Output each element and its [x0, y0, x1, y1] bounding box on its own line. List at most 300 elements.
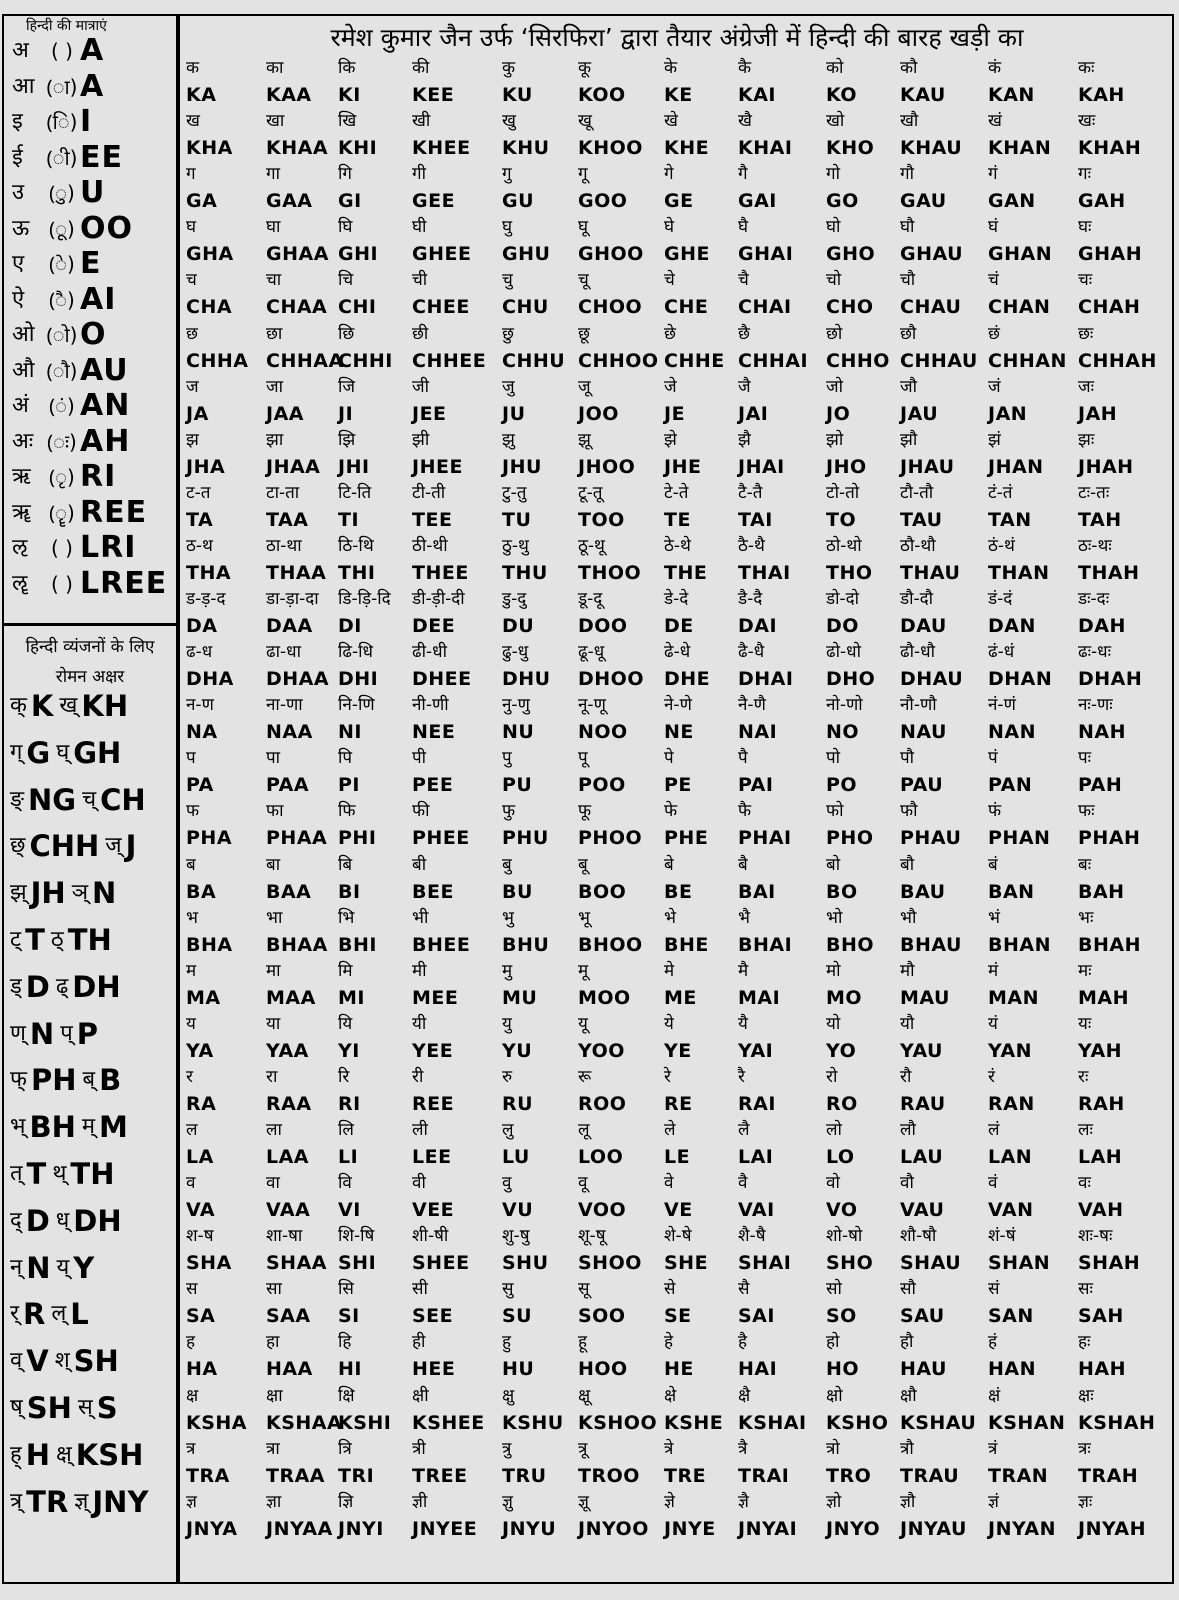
cell-devanagari: ठू-थू: [578, 535, 605, 556]
matra-sign: (ू): [49, 216, 75, 241]
table-cell: [986, 268, 1070, 321]
cell-devanagari: च: [186, 270, 197, 291]
cell-roman: JHAI: [738, 455, 785, 478]
table-cell: [576, 1224, 660, 1277]
table-cell: [184, 587, 268, 640]
table-cell: [824, 746, 908, 799]
cell-roman: VU: [502, 1199, 534, 1222]
table-cell: [576, 109, 660, 162]
table-cell: [1076, 322, 1160, 375]
cell-roman: VE: [664, 1199, 693, 1222]
cell-devanagari: फा: [266, 801, 284, 822]
matra-roman: EE: [80, 139, 123, 175]
cell-roman: LAN: [988, 1146, 1033, 1168]
cell-devanagari: ढौ-धौ: [900, 642, 935, 663]
cell-roman: SOO: [578, 1305, 626, 1328]
cell-devanagari: गी: [412, 164, 426, 185]
table-cell: [662, 693, 746, 746]
consonant-devanagari: ग्: [10, 739, 23, 765]
matra-roman: RI: [80, 459, 117, 494]
cell-devanagari: टः-तः: [1078, 482, 1110, 503]
consonant-devanagari: र्: [10, 1301, 19, 1327]
consonant-roman: Y: [73, 1250, 95, 1285]
cell-roman: SAI: [738, 1305, 775, 1328]
cell-devanagari: सा: [266, 1279, 282, 1300]
cell-roman: LE: [664, 1146, 691, 1168]
cell-devanagari: पी: [412, 748, 427, 769]
table-cell: [662, 1330, 746, 1383]
table-cell: [576, 640, 660, 693]
table-cell: [576, 1012, 660, 1065]
consonant-row: [10, 1339, 178, 1383]
table-row: [184, 1277, 1170, 1330]
table-cell: [662, 1171, 746, 1224]
cell-devanagari: भु: [502, 907, 514, 928]
table-cell: [898, 428, 982, 481]
cell-roman: DHU: [502, 668, 551, 691]
cell-roman: NAI: [738, 721, 778, 744]
cell-devanagari: क: [186, 58, 200, 78]
table-cell: [336, 746, 420, 799]
matra-row: [12, 212, 180, 246]
cell-devanagari: ठु-थु: [502, 535, 529, 556]
cell-roman: TOO: [578, 508, 625, 531]
cell-devanagari: टा-ता: [266, 482, 300, 503]
cell-devanagari: चे: [664, 270, 675, 291]
cell-devanagari: फु: [502, 801, 516, 822]
cell-devanagari: टं-तं: [988, 482, 1013, 503]
cell-roman: KHE: [664, 137, 710, 160]
cell-roman: DU: [502, 615, 535, 637]
cell-devanagari: भे: [664, 907, 676, 928]
cell-devanagari: य: [186, 1013, 196, 1034]
cell-devanagari: सः: [1078, 1279, 1093, 1300]
cell-devanagari: म: [186, 960, 197, 981]
cell-devanagari: वे: [664, 1173, 674, 1194]
cell-devanagari: गु: [502, 164, 512, 185]
cell-roman: YE: [664, 1039, 692, 1062]
cell-devanagari: की: [412, 58, 430, 78]
table-cell: [736, 1437, 820, 1490]
cell-roman: GHEE: [412, 243, 472, 266]
table-cell: [576, 853, 660, 906]
consonant-row: [10, 1433, 178, 1477]
cell-devanagari: रै: [738, 1066, 745, 1087]
cell-devanagari: या: [266, 1013, 281, 1034]
table-cell: [824, 481, 908, 534]
cell-devanagari: है: [738, 1332, 748, 1353]
cell-roman: CHHAN: [988, 349, 1067, 372]
cell-devanagari: छै: [738, 323, 750, 344]
table-cell: [576, 906, 660, 959]
cell-roman: LA: [186, 1146, 214, 1168]
matra-roman: AI: [80, 281, 117, 317]
cell-roman: JO: [826, 402, 851, 425]
cell-roman: RU: [502, 1092, 534, 1115]
cell-roman: LAI: [738, 1146, 774, 1168]
cell-devanagari: झू: [578, 429, 591, 450]
cell-roman: KSHA: [186, 1411, 248, 1434]
table-cell: [986, 1384, 1070, 1437]
cell-devanagari: खः: [1078, 111, 1096, 132]
cell-devanagari: शो-षो: [826, 1226, 863, 1247]
cell-devanagari: यै: [738, 1013, 748, 1034]
cell-devanagari: डै-दै: [738, 589, 763, 609]
table-cell: [662, 1118, 746, 1171]
cell-devanagari: ज्ञू: [578, 1491, 589, 1512]
table-cell: [986, 534, 1070, 587]
cell-roman: CHO: [826, 296, 874, 319]
table-cell: [662, 1490, 746, 1543]
table-cell: [736, 959, 820, 1012]
table-cell: [986, 853, 1070, 906]
table-cell: [824, 322, 908, 375]
table-cell: [662, 1384, 746, 1437]
cell-devanagari: ठः-थः: [1078, 535, 1112, 556]
table-cell: [1076, 1012, 1160, 1065]
cell-devanagari: त्रू: [578, 1438, 588, 1459]
matra-vowel: ॡ: [12, 570, 28, 596]
cell-roman: BAI: [738, 880, 776, 903]
cell-devanagari: यू: [578, 1013, 588, 1034]
matra-row: [12, 567, 180, 601]
consonant-devanagari: ब्: [82, 1067, 96, 1093]
cell-devanagari: ला: [266, 1120, 282, 1140]
cell-roman: BU: [502, 880, 533, 903]
cell-roman: SHO: [826, 1252, 874, 1275]
cell-devanagari: ढः-धः: [1078, 642, 1112, 663]
table-row: [184, 215, 1170, 268]
cell-devanagari: री: [412, 1066, 424, 1087]
matra-roman: U: [80, 175, 106, 210]
cell-roman: SHAN: [988, 1252, 1051, 1275]
cell-devanagari: झो: [826, 429, 844, 450]
cell-devanagari: ह: [186, 1332, 196, 1353]
cell-roman: SAA: [266, 1305, 311, 1328]
cell-roman: PHAN: [988, 827, 1051, 850]
cell-devanagari: खु: [502, 111, 516, 132]
table-cell: [184, 56, 268, 109]
cell-devanagari: ढे-धे: [664, 642, 691, 663]
cell-roman: DA: [186, 615, 218, 637]
cell-devanagari: त्रा: [266, 1438, 280, 1459]
table-cell: [736, 853, 820, 906]
cell-roman: PO: [826, 774, 858, 797]
table-row: [184, 481, 1170, 534]
cell-roman: BHI: [338, 933, 377, 956]
cell-devanagari: ढं-धं: [988, 642, 1015, 663]
cell-roman: BAN: [988, 880, 1035, 903]
table-cell: [184, 959, 268, 1012]
table-cell: [986, 587, 1070, 640]
consonant-row: [10, 918, 178, 962]
table-row: [184, 1330, 1170, 1383]
table-cell: [662, 959, 749, 1012]
cell-roman: KSHAU: [900, 1411, 977, 1434]
cell-devanagari: छू: [578, 323, 590, 344]
table-cell: [898, 906, 982, 959]
cell-devanagari: ज्ञु: [502, 1491, 513, 1512]
cell-devanagari: मू: [578, 960, 589, 981]
cell-roman: HI: [338, 1358, 362, 1381]
table-row: [184, 1384, 1170, 1437]
cell-roman: DHI: [338, 668, 379, 691]
table-cell: [500, 56, 584, 109]
table-cell: [184, 1384, 268, 1437]
cell-roman: CHEE: [412, 296, 470, 319]
table-cell: [986, 322, 1070, 375]
cell-roman: GAI: [738, 190, 777, 213]
cell-roman: THOO: [578, 561, 642, 584]
cell-devanagari: ठौ-थौ: [900, 535, 936, 556]
cell-roman: DHAU: [900, 668, 964, 691]
cell-devanagari: ट-त: [186, 482, 211, 503]
cell-devanagari: छो: [826, 323, 843, 344]
consonant-roman: H: [25, 1437, 50, 1472]
table-cell: [986, 1490, 1070, 1543]
table-cell: [336, 428, 420, 481]
cell-roman: JNYAN: [988, 1517, 1057, 1540]
cell-roman: RAI: [738, 1092, 776, 1115]
table-row: [184, 1224, 1170, 1277]
table-cell: [336, 215, 420, 268]
matra-vowel: ई: [12, 144, 23, 170]
table-cell: [824, 853, 908, 906]
table-cell: [736, 693, 820, 746]
table-cell: [1076, 1171, 1160, 1224]
cell-roman: BOO: [578, 880, 627, 903]
matra-sign: (ौ): [46, 358, 78, 383]
cell-roman: NAA: [266, 721, 313, 744]
table-cell: [898, 1437, 982, 1490]
cell-roman: CHHAA: [266, 349, 344, 372]
cell-devanagari: चा: [266, 270, 282, 291]
cell-roman: KO: [826, 84, 858, 106]
cell-roman: SI: [338, 1305, 360, 1328]
cell-devanagari: चं: [988, 270, 999, 291]
table-cell: [576, 481, 660, 534]
cell-roman: DHOO: [578, 668, 644, 691]
cell-roman: JHAH: [1078, 455, 1134, 478]
table-cell: [1076, 1118, 1160, 1171]
cell-devanagari: यि: [338, 1013, 353, 1034]
table-cell: [1076, 481, 1160, 534]
cell-devanagari: जे: [664, 376, 677, 397]
cell-devanagari: लु: [502, 1120, 514, 1140]
cell-roman: GHI: [338, 243, 379, 266]
cell-devanagari: पु: [502, 748, 512, 769]
table-cell: [898, 1065, 982, 1118]
cell-devanagari: ठ-थ: [186, 535, 213, 556]
consonant-row: [10, 871, 178, 915]
cell-devanagari: ज्ञि: [338, 1491, 354, 1512]
table-cell: [576, 587, 660, 640]
cell-roman: DHAN: [988, 668, 1053, 691]
cell-roman: TRAA: [266, 1464, 325, 1487]
cell-devanagari: फो: [826, 801, 844, 822]
table-cell: [576, 162, 660, 215]
cell-roman: KI: [338, 84, 361, 106]
cell-devanagari: लः: [1078, 1120, 1093, 1140]
cell-devanagari: ले: [664, 1120, 676, 1140]
cell-roman: VA: [186, 1199, 216, 1222]
table-cell: [824, 268, 908, 321]
cell-roman: LU: [502, 1146, 530, 1168]
table-cell: [1076, 587, 1160, 640]
cell-devanagari: त्रः: [1078, 1438, 1091, 1459]
cell-roman: YU: [502, 1039, 533, 1062]
cell-roman: MU: [502, 986, 538, 1009]
cell-roman: VAA: [266, 1199, 311, 1222]
cell-roman: BI: [338, 880, 361, 903]
cell-devanagari: नो-णो: [826, 695, 863, 716]
cell-roman: YA: [186, 1039, 214, 1062]
cell-roman: CHHE: [664, 349, 725, 372]
table-cell: [986, 1330, 1070, 1383]
cell-devanagari: ठं-थं: [988, 535, 1015, 556]
table-cell: [336, 481, 420, 534]
table-cell: [336, 109, 420, 162]
cell-roman: GHAI: [738, 243, 794, 266]
cell-roman: JEE: [412, 402, 447, 425]
cell-devanagari: घो: [826, 217, 841, 238]
table-cell: [336, 56, 420, 109]
cell-roman: NOO: [578, 721, 628, 744]
cell-devanagari: टो-तो: [826, 482, 860, 503]
cell-roman: DHAH: [1078, 668, 1143, 691]
cell-devanagari: घे: [664, 217, 675, 238]
table-cell: [986, 1277, 1070, 1330]
consonant-roman: TH: [67, 923, 112, 957]
table-cell: [662, 215, 749, 268]
matra-row: [12, 176, 180, 210]
cell-roman: LI: [338, 1146, 359, 1168]
table-row: [184, 853, 1170, 906]
table-cell: [1076, 959, 1160, 1012]
consonant-roman: CH: [100, 782, 146, 817]
cell-devanagari: डा-ड़ा-दा: [266, 589, 319, 609]
cell-roman: CHHAH: [1078, 349, 1157, 372]
cell-roman: BHA: [186, 933, 233, 956]
table-cell: [1076, 1224, 1160, 1277]
cell-devanagari: सौ: [900, 1279, 916, 1300]
cell-roman: PHAI: [738, 827, 792, 850]
consonant-roman: K: [30, 689, 54, 723]
cell-devanagari: झ: [186, 429, 199, 450]
table-cell: [736, 162, 820, 215]
cell-roman: JA: [186, 402, 209, 425]
matra-vowel: औ: [12, 357, 35, 383]
table-cell: [986, 959, 1070, 1012]
table-cell: [824, 799, 908, 852]
cell-roman: SAH: [1078, 1305, 1124, 1328]
cell-roman: BAA: [266, 880, 312, 903]
consonant-devanagari: ठ्: [50, 927, 64, 952]
cell-roman: DAA: [266, 615, 313, 637]
cell-devanagari: खा: [266, 111, 285, 132]
cell-roman: GI: [338, 190, 362, 213]
cell-roman: TAU: [900, 508, 943, 531]
table-cell: [824, 906, 908, 959]
matra-row: [12, 354, 180, 388]
cell-roman: JHAA: [266, 455, 321, 478]
consonant-roman: N: [26, 1250, 51, 1285]
consonant-roman: KH: [81, 689, 129, 723]
matra-row: [12, 496, 180, 530]
cell-roman: SAU: [900, 1305, 945, 1328]
consonant-row: [10, 965, 178, 1009]
cell-devanagari: चौ: [900, 270, 916, 291]
consonant-row: [10, 1199, 178, 1243]
cell-devanagari: बी: [412, 854, 427, 875]
table-cell: [410, 906, 494, 959]
cell-devanagari: रे: [664, 1066, 671, 1087]
table-cell: [1076, 1437, 1160, 1490]
cell-devanagari: लै: [738, 1120, 750, 1140]
cell-roman: THI: [338, 561, 376, 584]
matra-sign: (ु): [49, 181, 75, 205]
cell-roman: DE: [664, 615, 694, 637]
consonant-roman: DH: [73, 1203, 122, 1238]
cell-roman: JU: [502, 402, 526, 425]
table-cell: [736, 1224, 820, 1277]
table-cell: [410, 1224, 494, 1277]
consonant-roman: P: [76, 1016, 98, 1051]
cell-devanagari: ढी-धी: [412, 642, 447, 663]
table-cell: [736, 375, 820, 428]
cell-roman: LAU: [900, 1146, 944, 1168]
matra-row: [12, 283, 180, 317]
table-cell: [184, 215, 268, 268]
table-cell: [662, 268, 746, 321]
cell-roman: VO: [826, 1199, 858, 1222]
table-cell: [736, 1171, 820, 1224]
cell-roman: HOO: [578, 1358, 628, 1381]
cell-devanagari: फै: [738, 801, 752, 822]
cell-devanagari: ज: [186, 376, 199, 397]
cell-devanagari: मो: [826, 960, 841, 981]
table-cell: [824, 587, 908, 640]
table-row: [184, 322, 1170, 375]
table-cell: [410, 1384, 494, 1437]
table-cell: [824, 1012, 908, 1065]
cell-devanagari: डी-ड़ी-दी: [412, 589, 465, 609]
cell-devanagari: यौ: [900, 1013, 915, 1034]
cell-devanagari: यः: [1078, 1013, 1092, 1034]
cell-roman: TU: [502, 508, 532, 531]
table-cell: [898, 268, 982, 321]
cell-roman: TRAH: [1078, 1464, 1139, 1487]
table-cell: [736, 534, 820, 587]
cell-devanagari: खू: [578, 111, 592, 132]
table-cell: [336, 587, 420, 640]
cell-roman: PI: [338, 774, 360, 797]
cell-roman: KSHE: [664, 1411, 724, 1434]
cell-roman: YAA: [266, 1039, 309, 1062]
table-cell: [500, 1171, 584, 1224]
cell-roman: KHAI: [738, 137, 793, 160]
cell-devanagari: रः: [1078, 1066, 1089, 1087]
consonant-devanagari: ङ्: [10, 786, 25, 812]
table-cell: [986, 1171, 1070, 1224]
cell-roman: PHAA: [266, 827, 328, 850]
cell-roman: NE: [664, 721, 694, 744]
cell-devanagari: सू: [578, 1279, 590, 1300]
consonant-devanagari: च्: [82, 786, 97, 812]
table-cell: [898, 1490, 982, 1543]
cell-roman: DOO: [578, 615, 628, 637]
table-row: [184, 1065, 1170, 1118]
